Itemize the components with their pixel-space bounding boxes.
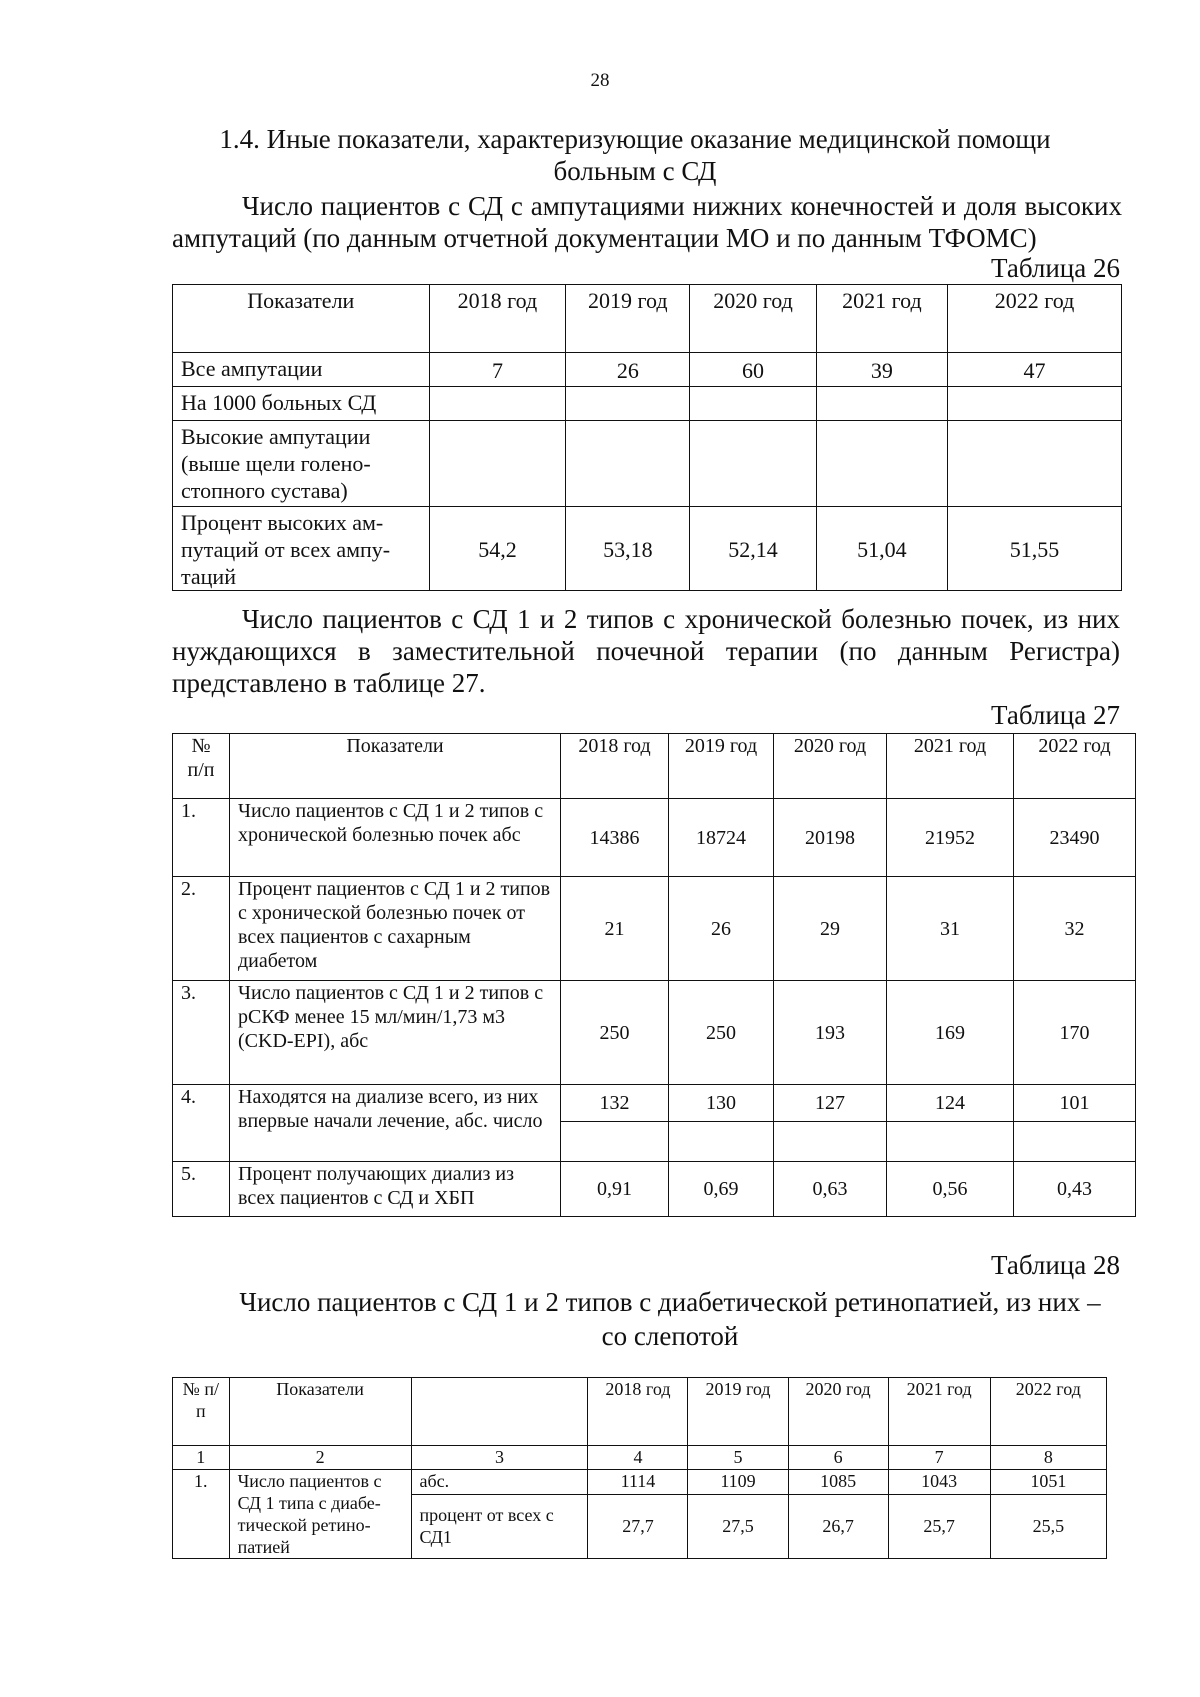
table-row — [173, 1085, 1136, 1122]
row-label: Процент получающих диализ из всех пациентов с СД и ХБП — [230, 1162, 561, 1217]
header-cell: 2020 год — [690, 285, 816, 353]
table-cell: 39 — [816, 353, 947, 387]
row-label: Процент высоких ампутаций от всех ампутаций — [173, 507, 430, 591]
table-cell: 54,2 — [429, 507, 566, 591]
table-cell: 7 — [429, 353, 566, 387]
table-cell: 0,69 — [669, 1162, 774, 1217]
table27-label: Таблица 27 — [991, 700, 1120, 730]
header-cell: 2018 год — [429, 285, 566, 353]
header-cell: № п/п — [173, 1378, 230, 1446]
header-cell — [411, 1378, 588, 1446]
table-cell: 51,04 — [816, 507, 947, 591]
table-cell: 27,5 — [688, 1494, 788, 1558]
table-cell: 26 — [566, 353, 690, 387]
row-label: Все ампутации — [173, 353, 430, 387]
header-cell: 2020 год — [774, 734, 887, 799]
table-row — [173, 387, 1122, 421]
header-cell: 2018 год — [561, 734, 669, 799]
table26-label: Таблица 26 — [991, 253, 1120, 283]
header-cell: 2019 год — [669, 734, 774, 799]
table28-label: Таблица 28 — [991, 1250, 1120, 1280]
row-label: Процент пациентов с СД 1 и 2 типов с хронической болезнью почек от всех пациентов с сахарным диабетом — [230, 877, 561, 981]
header-cell: 2018 год — [588, 1378, 688, 1446]
header-cell: 2019 год — [688, 1378, 788, 1446]
header-cell: Показатели — [230, 734, 561, 799]
table-header-row — [173, 1378, 1107, 1446]
header-cell: Показатели — [229, 1378, 411, 1446]
table-row — [173, 799, 1136, 877]
table-cell — [816, 421, 947, 507]
table-cell — [1014, 1122, 1136, 1162]
table-cell: 52,14 — [690, 507, 816, 591]
table-cell: 26 — [669, 877, 774, 981]
table-cell: 25,7 — [888, 1494, 990, 1558]
table-row — [173, 353, 1122, 387]
table-cell: 0,56 — [887, 1162, 1014, 1217]
header-cell: Показатели — [173, 285, 430, 353]
column-number: 2 — [229, 1446, 411, 1470]
table-cell: 29 — [774, 877, 887, 981]
table-cell: 1109 — [688, 1470, 788, 1495]
table-cell — [566, 387, 690, 421]
table-cell: 0,63 — [774, 1162, 887, 1217]
table-cell: 250 — [561, 981, 669, 1085]
table-cell — [690, 421, 816, 507]
table-cell: 124 — [887, 1085, 1014, 1122]
table-cell: 101 — [1014, 1085, 1136, 1122]
column-number: 3 — [411, 1446, 588, 1470]
table-cell: 23490 — [1014, 799, 1136, 877]
table-cell: 14386 — [561, 799, 669, 877]
table-26 — [172, 284, 1122, 591]
table-cell: 26,7 — [788, 1494, 888, 1558]
table-cell: 1051 — [990, 1470, 1106, 1495]
table-row — [173, 507, 1122, 591]
table26-caption: Число пациентов с СД с ампутациями нижних конечностей и доля высоких ампутаций (по данным отчетной документации МО и по данным ТФОМС) — [172, 191, 1122, 253]
table-cell: 53,18 — [566, 507, 690, 591]
table-cell — [816, 387, 947, 421]
table-cell: 0,91 — [561, 1162, 669, 1217]
header-cell: 2022 год — [1014, 734, 1136, 799]
row-number: 1. — [173, 799, 230, 877]
unit-label: абс. — [411, 1470, 588, 1495]
table-cell: 20198 — [774, 799, 887, 877]
header-cell: 2021 год — [888, 1378, 990, 1446]
table-row — [173, 981, 1136, 1085]
table-row — [173, 1470, 1107, 1495]
table-cell: 1043 — [888, 1470, 990, 1495]
row-label: Число пациентов с СД 1 и 2 типов с рСКФ менее 15 мл/мин/1,73 м3 (CKD-EPI), абс — [230, 981, 561, 1085]
column-number: 7 — [888, 1446, 990, 1470]
table-28 — [172, 1377, 1107, 1559]
column-number: 5 — [688, 1446, 788, 1470]
row-label: Высокие ампутации (выше щели голеностопного сустава) — [173, 421, 430, 507]
column-number-row — [173, 1446, 1107, 1470]
header-cell: 2022 год — [948, 285, 1122, 353]
table-cell: 130 — [669, 1085, 774, 1122]
column-number: 4 — [588, 1446, 688, 1470]
table-cell: 169 — [887, 981, 1014, 1085]
header-cell: № п/п — [173, 734, 230, 799]
table-cell: 18724 — [669, 799, 774, 877]
header-cell: 2022 год — [990, 1378, 1106, 1446]
table-cell — [566, 421, 690, 507]
table-cell: 132 — [561, 1085, 669, 1122]
table-cell: 193 — [774, 981, 887, 1085]
table-cell: 1114 — [588, 1470, 688, 1495]
table-cell: 60 — [690, 353, 816, 387]
row-label: Число пациентов с СД 1 и 2 типов с хронической болезнью почек абс — [230, 799, 561, 877]
table-cell: 0,43 — [1014, 1162, 1136, 1217]
table-cell: 31 — [887, 877, 1014, 981]
table-cell: 27,7 — [588, 1494, 688, 1558]
row-number: 4. — [173, 1085, 230, 1162]
table-row — [173, 877, 1136, 981]
table28-title: Число пациентов с СД 1 и 2 типов с диабетической ретинопатией, из них – со слепотой — [239, 1287, 1101, 1351]
table-row — [173, 421, 1122, 507]
table-cell — [887, 1122, 1014, 1162]
table-cell: 51,55 — [948, 507, 1122, 591]
paragraph-27: Число пациентов с СД 1 и 2 типов с хронической болезнью почек, из них нуждающихся в заместительной почечной терапии (по данным Регистра) представлено в таблице 27. — [172, 604, 1120, 698]
column-number: 1 — [173, 1446, 230, 1470]
table-cell — [948, 421, 1122, 507]
row-label: На 1000 больных СД — [173, 387, 430, 421]
table-27 — [172, 733, 1136, 1217]
table-header-row — [173, 285, 1122, 353]
table-cell: 127 — [774, 1085, 887, 1122]
table-cell — [948, 387, 1122, 421]
row-number: 2. — [173, 877, 230, 981]
row-number: 1. — [173, 1470, 230, 1559]
row-number: 3. — [173, 981, 230, 1085]
table-cell — [429, 387, 566, 421]
table-cell: 1085 — [788, 1470, 888, 1495]
header-cell: 2019 год — [566, 285, 690, 353]
column-number: 8 — [990, 1446, 1106, 1470]
table-cell: 32 — [1014, 877, 1136, 981]
table-cell — [690, 387, 816, 421]
row-number: 5. — [173, 1162, 230, 1217]
table-cell: 21 — [561, 877, 669, 981]
table-cell: 25,5 — [990, 1494, 1106, 1558]
table-cell: 21952 — [887, 799, 1014, 877]
section-title: 1.4. Иные показатели, характеризующие оказание медицинской помощи больным с СД — [219, 124, 1051, 186]
table-cell — [561, 1122, 669, 1162]
header-cell: 2021 год — [816, 285, 947, 353]
table-cell — [774, 1122, 887, 1162]
table-header-row — [173, 734, 1136, 799]
table-row — [173, 1162, 1136, 1217]
table-cell: 47 — [948, 353, 1122, 387]
table-cell: 170 — [1014, 981, 1136, 1085]
column-number: 6 — [788, 1446, 888, 1470]
header-cell: 2020 год — [788, 1378, 888, 1446]
table-cell: 250 — [669, 981, 774, 1085]
header-cell: 2021 год — [887, 734, 1014, 799]
row-label: Находятся на диализе всего, из них впервые начали лечение, абс. число — [230, 1085, 561, 1162]
page-number: 28 — [590, 70, 610, 91]
unit-label: процент от всех с СД1 — [411, 1494, 588, 1558]
row-label: Число пациентов с СД 1 типа с диабетической ретинопатией — [229, 1470, 411, 1559]
table-cell — [669, 1122, 774, 1162]
table-cell — [429, 421, 566, 507]
